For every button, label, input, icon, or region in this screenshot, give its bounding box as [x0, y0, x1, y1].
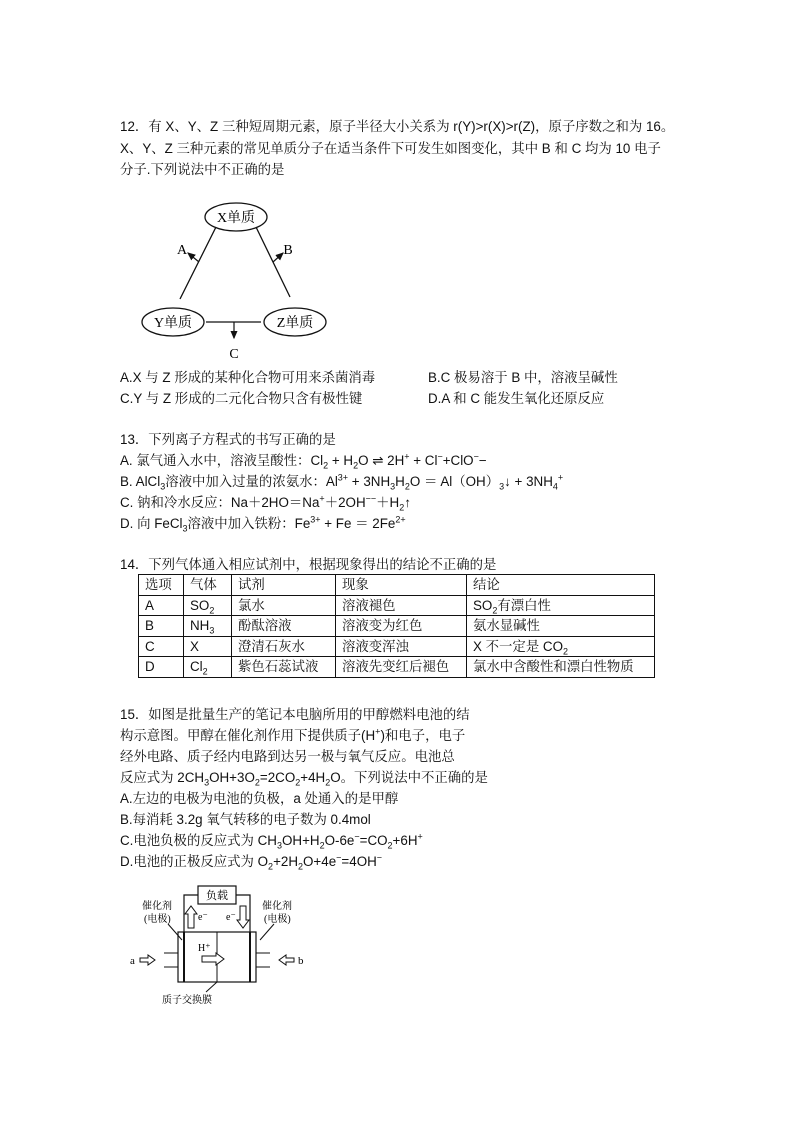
cell-conclusion: 氯水中含酸性和漂白性物质	[467, 657, 655, 678]
arrow-a	[188, 253, 199, 262]
q13-option-a: A. 氯气通入水中，溶液呈酸性：$Cl_2 + H_2O$ ⇌ 2H+ + Cl−+ClO−−	[120, 451, 487, 471]
q15-fuel-cell-diagram	[128, 884, 328, 1008]
table-row	[139, 636, 655, 657]
cell-gas: $NH_3$	[184, 616, 232, 637]
q15-line1: 15．如图是批量生产的笔记本电脑所用的甲醇燃料电池的结	[120, 707, 470, 722]
cell-reagent: 紫色石蕊试液	[232, 657, 336, 678]
q14-table	[138, 574, 655, 678]
node-z-label: Z单质	[276, 316, 314, 331]
table-row	[139, 616, 655, 637]
q15-line4: 反应式为 $2CH_3OH+3O_2=2CO_2+4H_2O$。下列说法中不正确的是	[120, 770, 488, 788]
cell-gas: $SO_2$	[184, 595, 232, 616]
cell-gas: $Cl_2$	[184, 657, 232, 678]
membrane-label: 质子交换膜	[162, 995, 212, 1006]
q15-line2: 构示意图。甲醇在催化剂作用下提供质子(H+)和电子，电子	[120, 726, 466, 743]
cell-reagent: 氯水	[232, 595, 336, 616]
inlet-a-label: a	[130, 955, 135, 967]
header-gas: 气体	[184, 575, 232, 596]
header-phenomenon: 现象	[336, 575, 467, 596]
cell-phenomenon: 溶液褪色	[336, 595, 467, 616]
cell-phenomenon: 溶液变浑浊	[336, 636, 467, 657]
q12-option-b: B.C 极易溶于 B 中，溶液呈碱性	[428, 370, 618, 385]
arrow-b	[273, 253, 283, 262]
table-row	[139, 595, 655, 616]
cell-phenomenon: 溶液先变红后褪色	[336, 657, 467, 678]
cell-phenomenon: 溶液变为红色	[336, 616, 467, 637]
electron-right-label: e⁻	[226, 912, 236, 923]
proton-arrow	[202, 953, 224, 965]
q12-stem-line2: X、Y、Z 三种元素的常见单质分子在适当条件下可发生如图变化，其中 B 和 C 均为 10 电子	[120, 141, 661, 156]
q13-option-c: C. 钠和冷水反应：$Na+2HO=Na^++2OH^{--}+H_2↑$	[120, 493, 411, 513]
q13-option-d: D. 向 FeCl$_3$溶液中加入铁粉：$Fe^{3+} + Fe = 2Fe^{2+}$	[120, 514, 406, 534]
q15-line3: 经外电路、质子经内电路到达另一极与氧气反应。电池总	[120, 749, 455, 764]
label-c: C	[229, 347, 239, 362]
q14-stem: 14．下列气体通入相应试剂中，根据现象得出的结论不正确的是	[120, 557, 497, 572]
membrane-pointer	[206, 982, 217, 992]
catalyst-right-label: 催化剂	[262, 901, 292, 912]
inlet-b-label: b	[298, 955, 304, 967]
cell-reagent: 酚酞溶液	[232, 616, 336, 637]
node-x-label: X单质	[216, 211, 256, 226]
q15-option-b: B.每消耗 3.2g 氧气转移的电子数为 0.4mol	[120, 812, 371, 827]
edge-x-y	[180, 227, 216, 299]
load-label: 负载	[206, 890, 228, 902]
inlet-b-arrow	[279, 955, 294, 965]
node-y-label: Y单质	[153, 316, 193, 331]
q12-option-c: C.Y 与 Z 形成的二元化合物只含有极性键	[120, 391, 363, 406]
q12-option-a: A.X 与 Z 形成的某种化合物可用来杀菌消毒	[120, 370, 376, 385]
q12-stem-line1: 12．有 X、Y、Z 三种短周期元素，原子半径大小关系为 r(Y)>r(X)>r(Z)，原子序数之和为 16。	[120, 119, 675, 134]
catalyst-left-label: 催化剂	[142, 901, 172, 912]
catalyst-right-pointer	[260, 924, 274, 940]
catalyst-left-sub: (电极)	[144, 914, 171, 925]
q15-option-c: C.电池负极的反应式为 $CH_3OH+H_2O-6e^-=CO_2+6H^+$	[120, 831, 423, 851]
proton-label: H⁺	[198, 943, 211, 954]
cell-conclusion: X 不一定是 $CO_2$	[467, 636, 655, 657]
q12-reaction-diagram	[138, 196, 338, 366]
cell-reagent: 澄清石灰水	[232, 636, 336, 657]
catalyst-right-sub: (电极)	[264, 914, 291, 925]
inlet-a-arrow	[140, 955, 155, 965]
q15-option-a: A.左边的电极为电池的负极，a 处通入的是甲醇	[120, 791, 399, 806]
q12-stem-line3: 分子.下列说法中不正确的是	[120, 162, 285, 177]
electron-arrow-up	[185, 906, 197, 928]
header-option: 选项	[139, 575, 184, 596]
cell-option: A	[139, 595, 184, 616]
header-conclusion: 结论	[467, 575, 655, 596]
cell-option: B	[139, 616, 184, 637]
electron-arrow-down	[237, 906, 249, 928]
cell-option: C	[139, 636, 184, 657]
label-a: A	[176, 243, 188, 258]
q13-option-b: B. AlCl$_3$溶液中加入过量的浓氨水：$Al^{3+} + 3NH_3H_2O$ ＝ $Al(OH)_3↓ + 3NH_4^+$	[120, 472, 564, 492]
electron-left-label: e⁻	[198, 912, 208, 923]
cell-option: D	[139, 657, 184, 678]
header-reagent: 试剂	[232, 575, 336, 596]
table-row	[139, 657, 655, 678]
q15-option-d: D.电池的正极反应式为 $O_2+2H_2O+4e^-=4OH^-$	[120, 852, 383, 872]
q13-stem: 13．下列离子方程式的书写正确的是	[120, 432, 336, 447]
cell-conclusion: 氨水显碱性	[467, 616, 655, 637]
table-header-row	[139, 575, 655, 596]
label-b: B	[283, 243, 293, 258]
cell-gas: X	[184, 636, 232, 657]
q12-option-d: D.A 和 C 能发生氧化还原反应	[428, 391, 605, 406]
cell-conclusion: $SO_2$有漂白性	[467, 595, 655, 616]
